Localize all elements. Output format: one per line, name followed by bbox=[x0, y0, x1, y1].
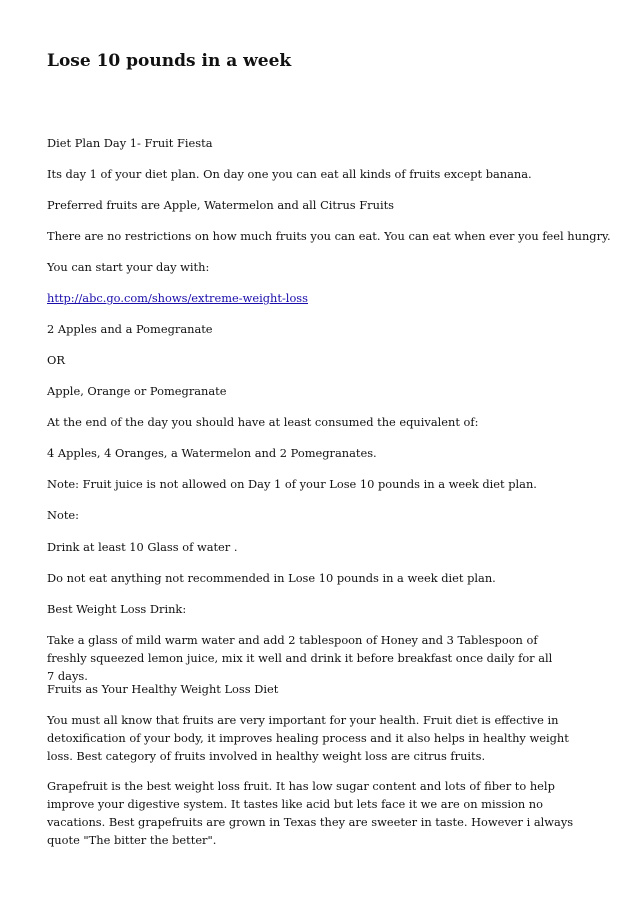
paragraph-juice-note: Note: Fruit juice is not allowed on Day 1 of your Lose 10 pounds in a week diet plan. bbox=[47, 477, 537, 491]
paragraph-fruits-importance: You must all know that fruits are very important for your health. Fruit diet is effective in detoxification of your body, it improves healing process and it also helps in healthy weight loss. Best category of fruits involved in healthy weight loss are citrus fruits. bbox=[47, 713, 569, 763]
paragraph-fruits-heading: Fruits as Your Healthy Weight Loss Diet bbox=[47, 682, 279, 696]
paragraph-water: Drink at least 10 Glass of water . bbox=[47, 540, 238, 554]
document-title: Lose 10 pounds in a week bbox=[47, 51, 292, 71]
paragraph-end-of-day: At the end of the day you should have at least consumed the equivalent of: bbox=[47, 415, 479, 429]
paragraph-preferred-fruits: Preferred fruits are Apple, Watermelon and all Citrus Fruits bbox=[47, 198, 395, 212]
paragraph-day1-intro: Its day 1 of your diet plan. On day one you can eat all kinds of fruits except banana. bbox=[47, 167, 532, 181]
paragraph-or: OR bbox=[47, 353, 65, 367]
paragraph-not-recommended: Do not eat anything not recommended in Lose 10 pounds in a week diet plan. bbox=[47, 571, 496, 585]
paragraph-fruit-totals: 4 Apples, 4 Oranges, a Watermelon and 2 Pomegranates. bbox=[47, 446, 377, 460]
paragraph-drink-recipe: Take a glass of mild warm water and add 2 tablespoon of Honey and 3 Tablespoon of freshly squeezed lemon juice, mix it well and drink it before breakfast once daily for all 7 days. bbox=[47, 633, 553, 683]
paragraph-best-drink-heading: Best Weight Loss Drink: bbox=[47, 602, 187, 616]
paragraph-link bbox=[47, 289, 592, 307]
paragraph-note-label: Note: bbox=[47, 508, 79, 522]
paragraph-apple-orange: Apple, Orange or Pomegranate bbox=[47, 384, 227, 398]
extreme-weight-loss-link[interactable]: http://abc.go.com/shows/extreme-weight-loss bbox=[47, 291, 308, 305]
paragraph-start-day: You can start your day with: bbox=[47, 260, 210, 274]
paragraph-day1-heading: Diet Plan Day 1- Fruit Fiesta bbox=[47, 136, 213, 150]
paragraph-grapefruit: Grapefruit is the best weight loss fruit. It has low sugar content and lots of fiber to help improve your digestive system. It tastes like acid but lets face it we are on mission no vacations. Best grapefruits are grown in Texas they are sweeter in taste. However i always quote "The bitter the better". bbox=[47, 779, 574, 847]
paragraph-no-restrictions: There are no restrictions on how much fruits you can eat. You can eat when ever you feel hungry. bbox=[47, 229, 611, 243]
paragraph-apples-pomegranate: 2 Apples and a Pomegranate bbox=[47, 322, 213, 336]
